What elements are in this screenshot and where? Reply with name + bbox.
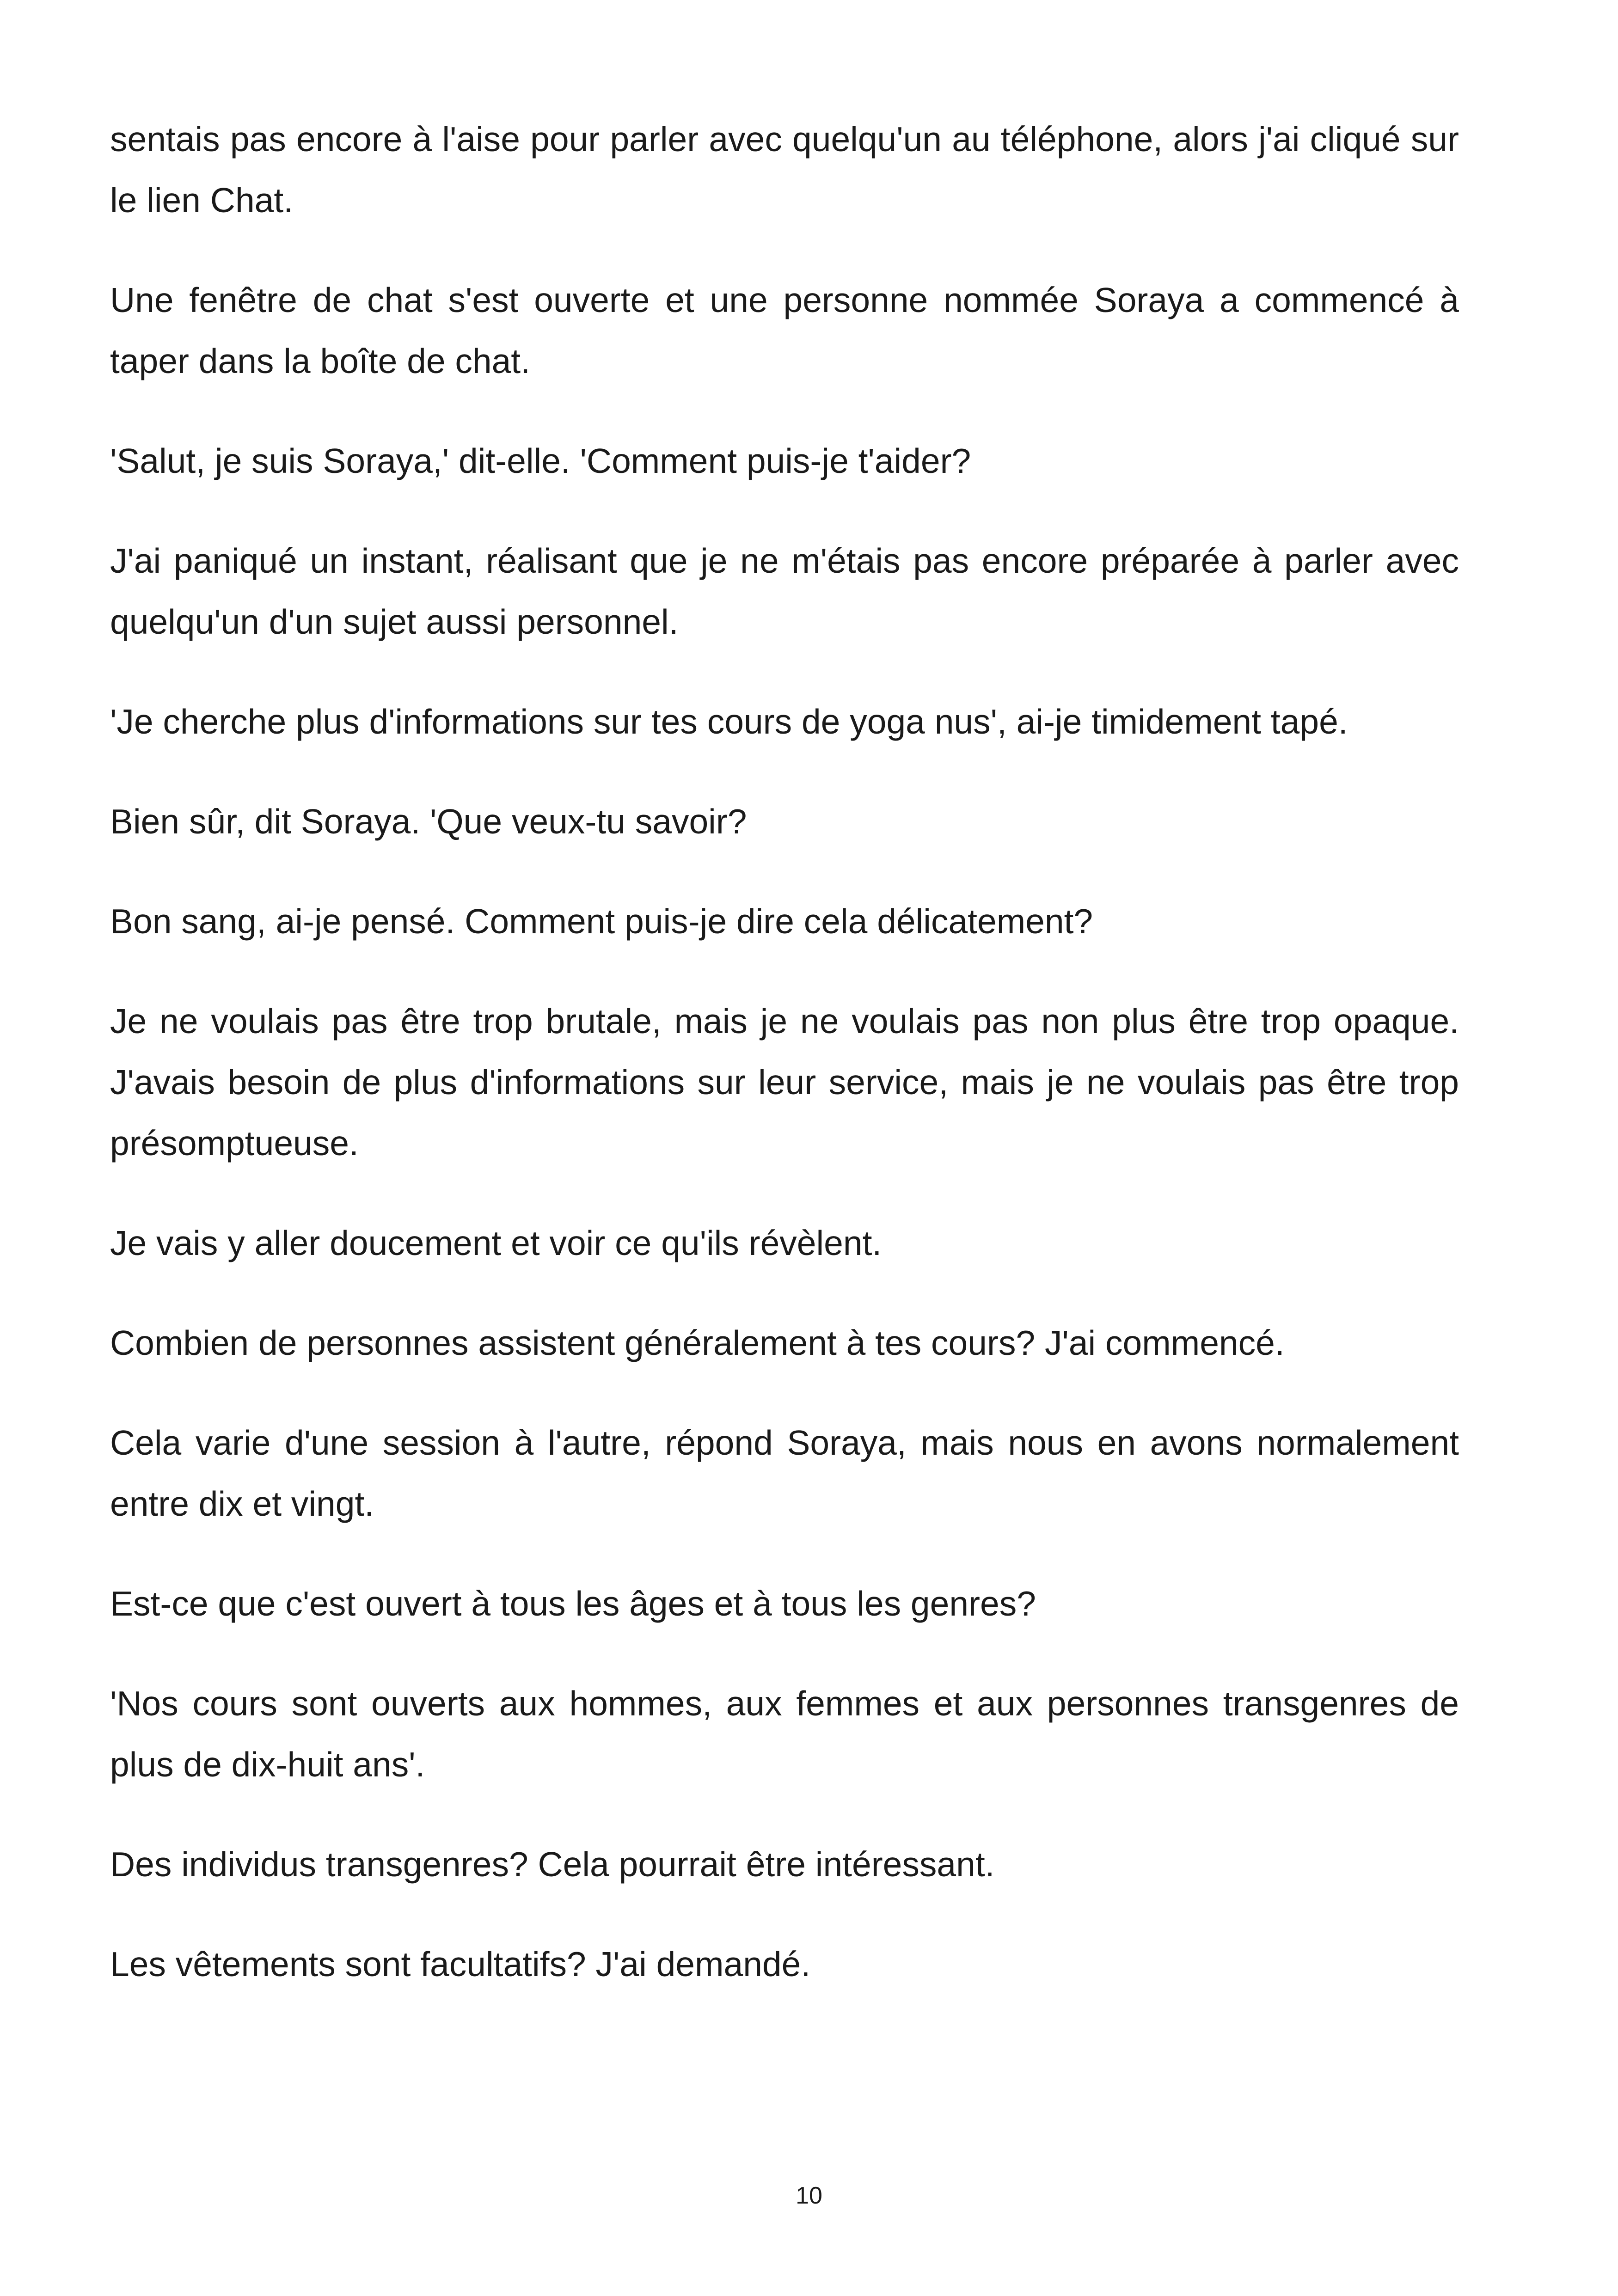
paragraph: 'Salut, je suis Soraya,' dit-elle. 'Comment puis-je t'aider? xyxy=(110,441,971,480)
paragraph: Une fenêtre de chat s'est ouverte et une personne nommée Soraya a commencé à taper dans la boîte de chat. xyxy=(110,281,1459,380)
body-text xyxy=(110,109,1459,2033)
paragraph: sentais pas encore à l'aise pour parler avec quelqu'un au téléphone, alors j'ai cliqué sur le lien Chat. xyxy=(110,120,1459,220)
paragraph: 'Nos cours sont ouverts aux hommes, aux femmes et aux personnes transgenres de plus de dix-huit ans'. xyxy=(110,1684,1459,1784)
paragraph: J'ai paniqué un instant, réalisant que je ne m'étais pas encore préparée à parler avec quelqu'un d'un sujet aussi personnel. xyxy=(110,541,1459,641)
paragraph: Est-ce que c'est ouvert à tous les âges et à tous les genres? xyxy=(110,1584,1036,1623)
paragraph: Les vêtements sont facultatifs? J'ai demandé. xyxy=(110,1945,811,1984)
paragraph: Bon sang, ai-je pensé. Comment puis-je dire cela délicatement? xyxy=(110,902,1093,941)
page-number: 10 xyxy=(796,2182,822,2209)
paragraph: Bien sûr, dit Soraya. 'Que veux-tu savoir? xyxy=(110,802,747,841)
paragraph: Des individus transgenres? Cela pourrait être intéressant. xyxy=(110,1845,995,1884)
paragraph: Cela varie d'une session à l'autre, répond Soraya, mais nous en avons normalement entre dix et vingt. xyxy=(110,1423,1459,1523)
paragraph: Je vais y aller doucement et voir ce qu'ils révèlent. xyxy=(110,1224,882,1262)
paragraph: Je ne voulais pas être trop brutale, mais je ne voulais pas non plus être trop opaque. J'avais besoin de plus d'informations sur leur service, mais je ne voulais pas être trop présomptueuse. xyxy=(110,1002,1459,1163)
paragraph: 'Je cherche plus d'informations sur tes cours de yoga nus', ai-je timidement tapé. xyxy=(110,702,1348,741)
paragraph: Combien de personnes assistent généralement à tes cours? J'ai commencé. xyxy=(110,1323,1285,1362)
